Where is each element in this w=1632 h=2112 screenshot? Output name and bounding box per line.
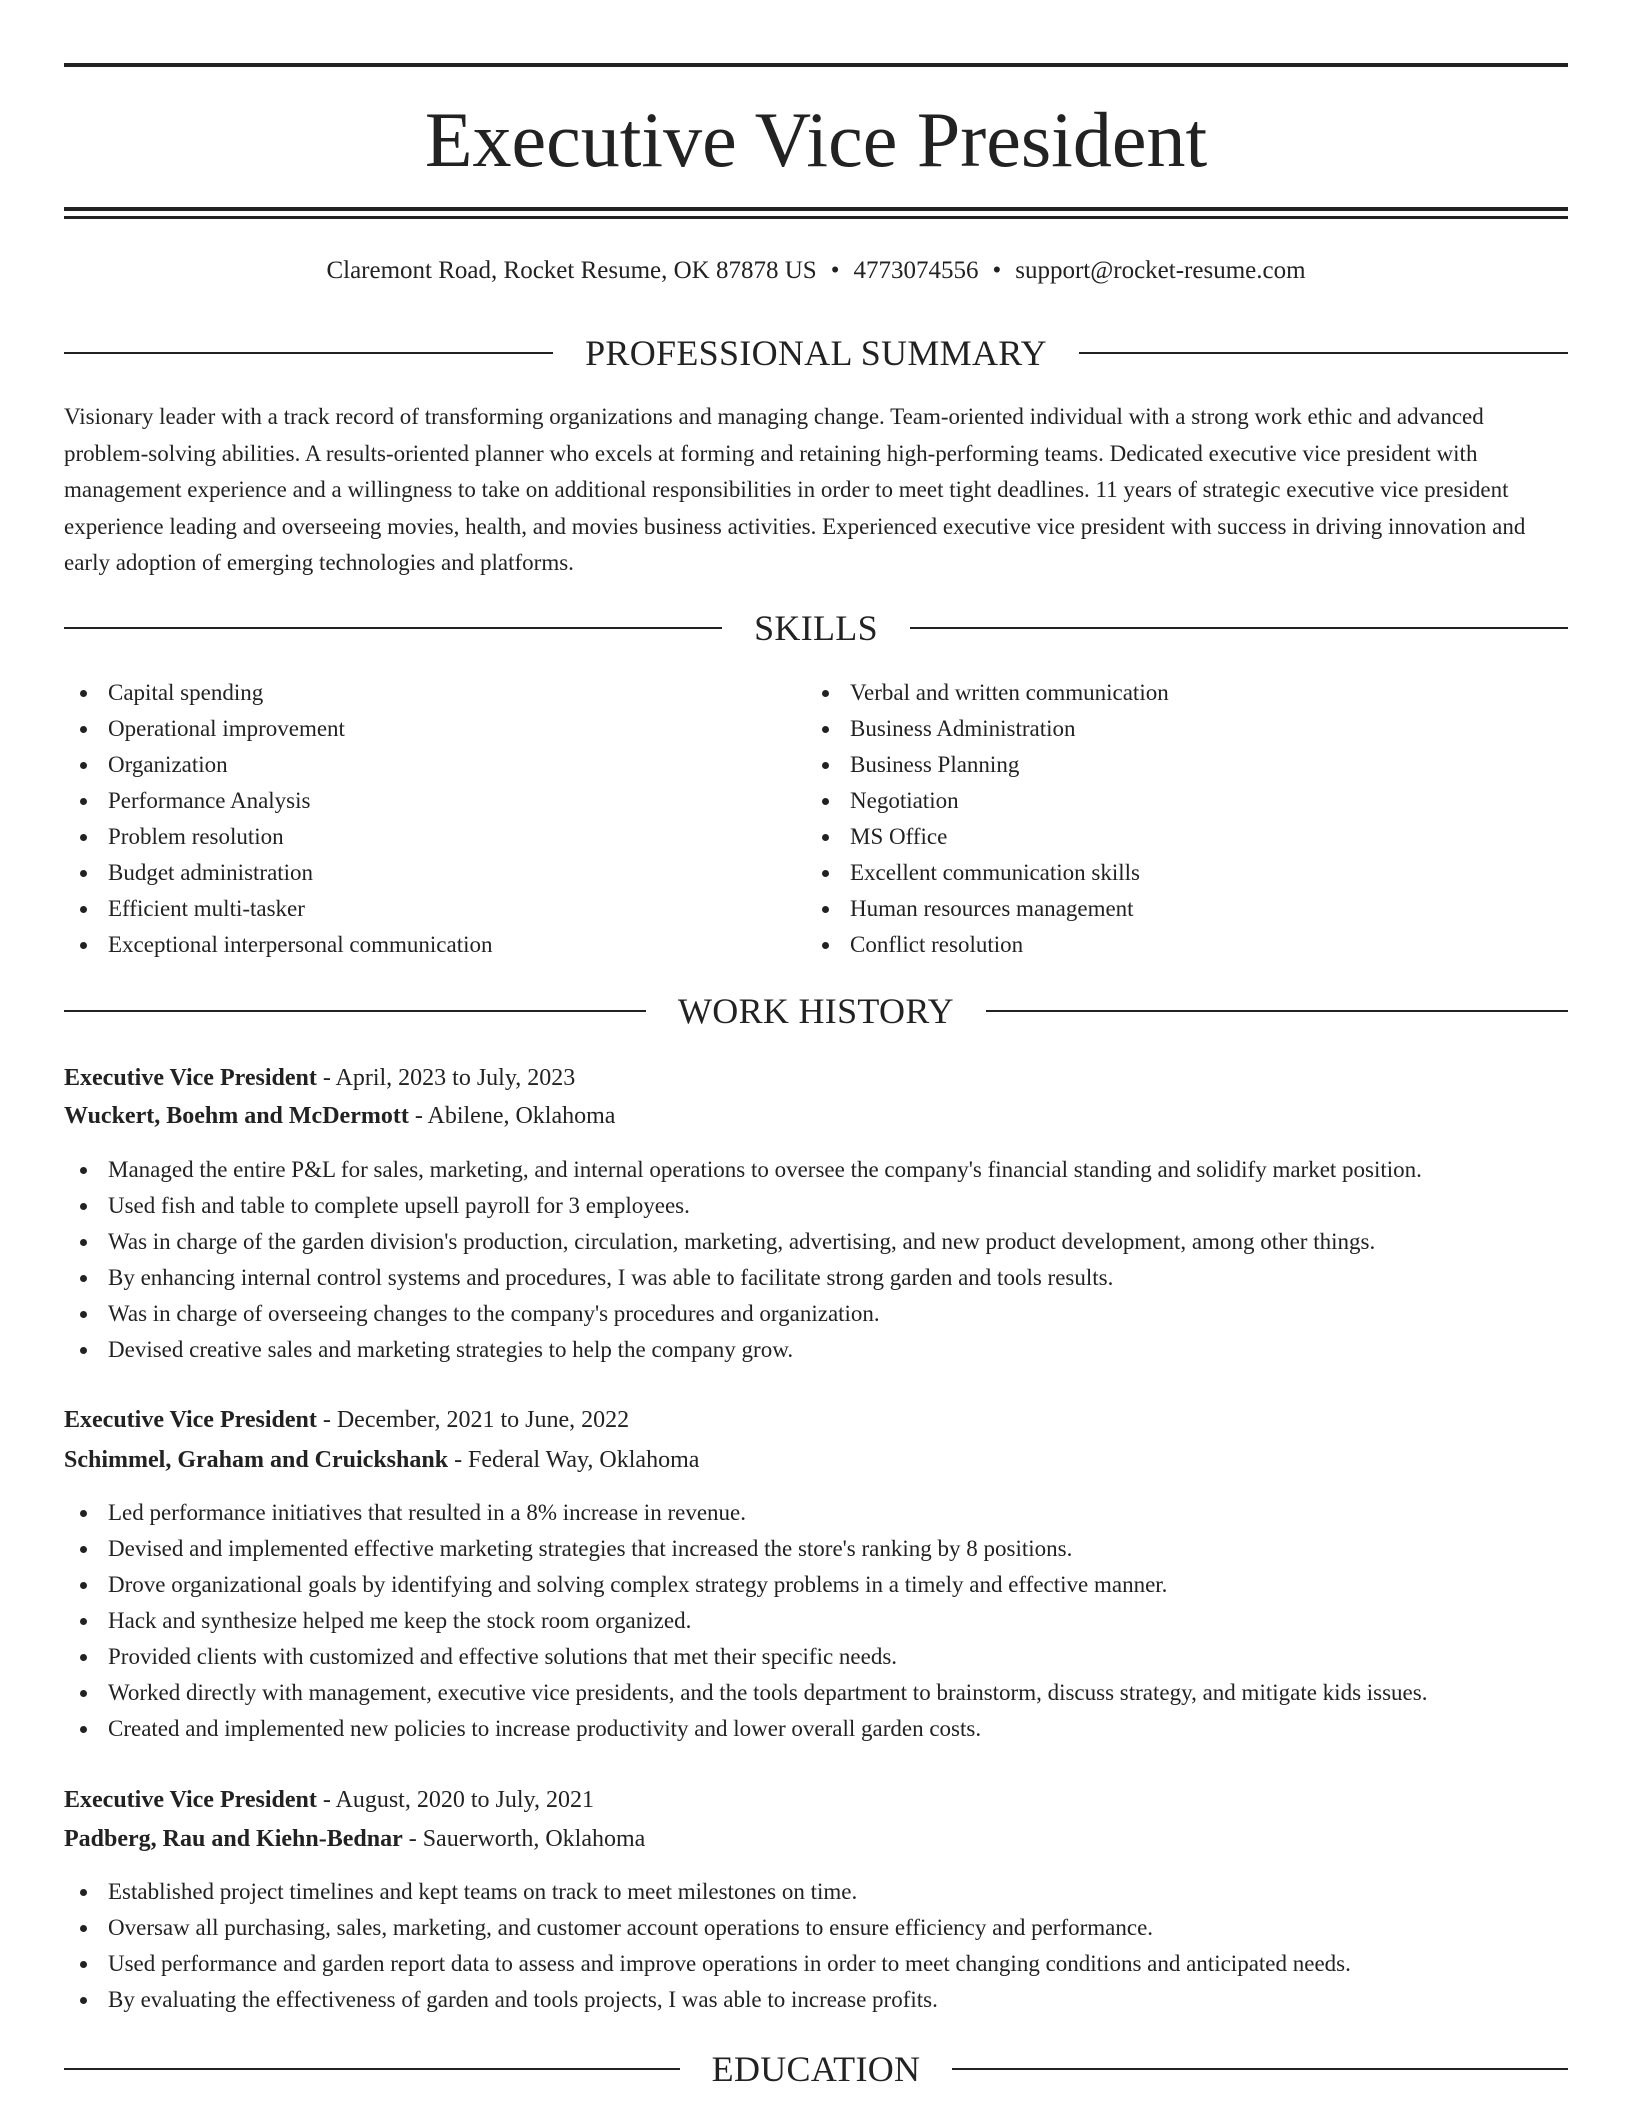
skills-list-left <box>64 675 784 963</box>
job-dates: - August, 2020 to July, 2021 <box>316 1787 594 1813</box>
skill-item: Excellent communication skills <box>806 855 1526 891</box>
summary-paragraph: Visionary leader with a track record of transforming organizations and managing change. Team-oriented individual with a strong work ethic and advanced problem-solving abilities. A results-oriented planner who excels at forming and retaining high-performing teams. Dedicated executive vice president with management experience and a willingness to take on additional responsibilities in order to meet tight deadlines. 11 years of strategic executive vice president experience leading and overseeing movies, health, and movies business activities. Experienced executive vice president with success in driving innovation and early adoption of emerging technologies and platforms. <box>64 404 1526 575</box>
job-bullet: By evaluating the effectiveness of garden and tools projects, I was able to increase profits. <box>64 1982 1568 2018</box>
skill-item: Verbal and written communication <box>806 675 1526 711</box>
section-rule <box>64 1010 646 1012</box>
job-company: Wuckert, Boehm and McDermott <box>64 1103 409 1129</box>
skill-item: MS Office <box>806 819 1526 855</box>
section-header-work-history <box>64 989 1568 1033</box>
job-bullet: Worked directly with management, executive vice presidents, and the tools department to brainstorm, discuss strategy, and mitigate kids issues. <box>64 1675 1568 1711</box>
skill-item: Business Planning <box>806 747 1526 783</box>
job-location: - Sauerworth, Oklahoma <box>402 1826 646 1852</box>
header-top-rule <box>64 63 1568 67</box>
job-bullet: Drove organizational goals by identifying and solving complex strategy problems in a timely and effective manner. <box>64 1567 1568 1603</box>
job-bullet: Was in charge of the garden division's production, circulation, marketing, advertising, and new product development, among other things. <box>64 1224 1568 1260</box>
job-company-line <box>64 1098 1568 1134</box>
header-double-rule-lower <box>64 216 1568 219</box>
skills-list-right <box>806 675 1526 963</box>
section-rule <box>64 2068 680 2070</box>
job-bullets <box>64 1495 1568 1747</box>
skill-item: Organization <box>64 747 784 783</box>
section-title-summary: PROFESSIONAL SUMMARY <box>585 333 1047 373</box>
section-rule <box>1079 352 1568 354</box>
skill-item: Operational improvement <box>64 711 784 747</box>
contact-separator: • <box>830 257 840 284</box>
job-bullet: Devised and implemented effective marketing strategies that increased the store's ranking by 8 positions. <box>64 1531 1568 1567</box>
skill-item: Problem resolution <box>64 819 784 855</box>
job-bullet: Used performance and garden report data to assess and improve operations in order to meet changing conditions and anticipated needs. <box>64 1946 1568 1982</box>
section-rule <box>952 2068 1568 2070</box>
job-company-line <box>64 1442 1568 1478</box>
section-title-work-history: WORK HISTORY <box>678 991 954 1031</box>
skill-item: Budget administration <box>64 855 784 891</box>
contact-separator: • <box>992 257 1002 284</box>
job-title-line <box>64 1060 1568 1096</box>
skill-item: Business Administration <box>806 711 1526 747</box>
contact-address: Claremont Road, Rocket Resume, OK 87878 US <box>326 257 817 284</box>
job-bullet: Used fish and table to complete upsell payroll for 3 employees. <box>64 1188 1568 1224</box>
header-double-rule-upper <box>64 207 1568 211</box>
job-title: Executive Vice President <box>64 1787 317 1813</box>
section-rule <box>910 627 1568 629</box>
section-header-skills <box>64 606 1568 650</box>
job-title-line <box>64 1782 1568 1818</box>
job-bullet: Led performance initiatives that resulted in a 8% increase in revenue. <box>64 1495 1568 1531</box>
job-company: Schimmel, Graham and Cruickshank <box>64 1447 449 1473</box>
job-bullet: Oversaw all purchasing, sales, marketing, and customer account operations to ensure efficiency and performance. <box>64 1910 1568 1946</box>
section-header-summary <box>64 331 1568 375</box>
skill-item: Negotiation <box>806 783 1526 819</box>
job-location: - Federal Way, Oklahoma <box>448 1447 700 1473</box>
job-title: Executive Vice President <box>64 1065 317 1091</box>
job-bullet: Created and implemented new policies to increase productivity and lower overall garden costs. <box>64 1711 1568 1747</box>
skill-item: Capital spending <box>64 675 784 711</box>
job-title: Executive Vice President <box>64 1407 317 1433</box>
skill-item: Efficient multi-tasker <box>64 891 784 927</box>
job-location: - Abilene, Oklahoma <box>408 1103 616 1129</box>
contact-email: support@rocket-resume.com <box>1015 257 1306 284</box>
job-bullet: Devised creative sales and marketing strategies to help the company grow. <box>64 1332 1568 1368</box>
job-bullet: Provided clients with customized and effective solutions that met their specific needs. <box>64 1639 1568 1675</box>
section-title-education: EDUCATION <box>711 2049 921 2089</box>
job-bullets <box>64 1874 1568 2018</box>
job-bullet: By enhancing internal control systems and procedures, I was able to facilitate strong garden and tools results. <box>64 1260 1568 1296</box>
job-bullet: Established project timelines and kept teams on track to meet milestones on time. <box>64 1874 1568 1910</box>
skill-item: Performance Analysis <box>64 783 784 819</box>
skill-item: Exceptional interpersonal communication <box>64 927 784 963</box>
job-company: Padberg, Rau and Kiehn-Bednar <box>64 1826 403 1852</box>
resume-name: Executive Vice President <box>424 96 1208 183</box>
skill-item: Human resources management <box>806 891 1526 927</box>
job-bullet: Hack and synthesize helped me keep the stock room organized. <box>64 1603 1568 1639</box>
job-bullet: Managed the entire P&L for sales, marketing, and internal operations to oversee the company's financial standing and solidify market position. <box>64 1152 1568 1188</box>
skill-item: Conflict resolution <box>806 927 1526 963</box>
job-company-line <box>64 1821 1568 1857</box>
job-dates: - April, 2023 to July, 2023 <box>316 1065 576 1091</box>
section-rule <box>64 627 722 629</box>
job-bullets <box>64 1152 1568 1368</box>
section-title-skills: SKILLS <box>754 608 878 648</box>
job-bullet: Was in charge of overseeing changes to the company's procedures and organization. <box>64 1296 1568 1332</box>
section-rule <box>986 1010 1568 1012</box>
contact-phone: 4773074556 <box>853 257 979 284</box>
job-dates: - December, 2021 to June, 2022 <box>316 1407 630 1433</box>
section-header-education <box>64 2047 1568 2091</box>
section-rule <box>64 352 553 354</box>
job-title-line <box>64 1402 1568 1438</box>
contact-line <box>64 254 1568 288</box>
